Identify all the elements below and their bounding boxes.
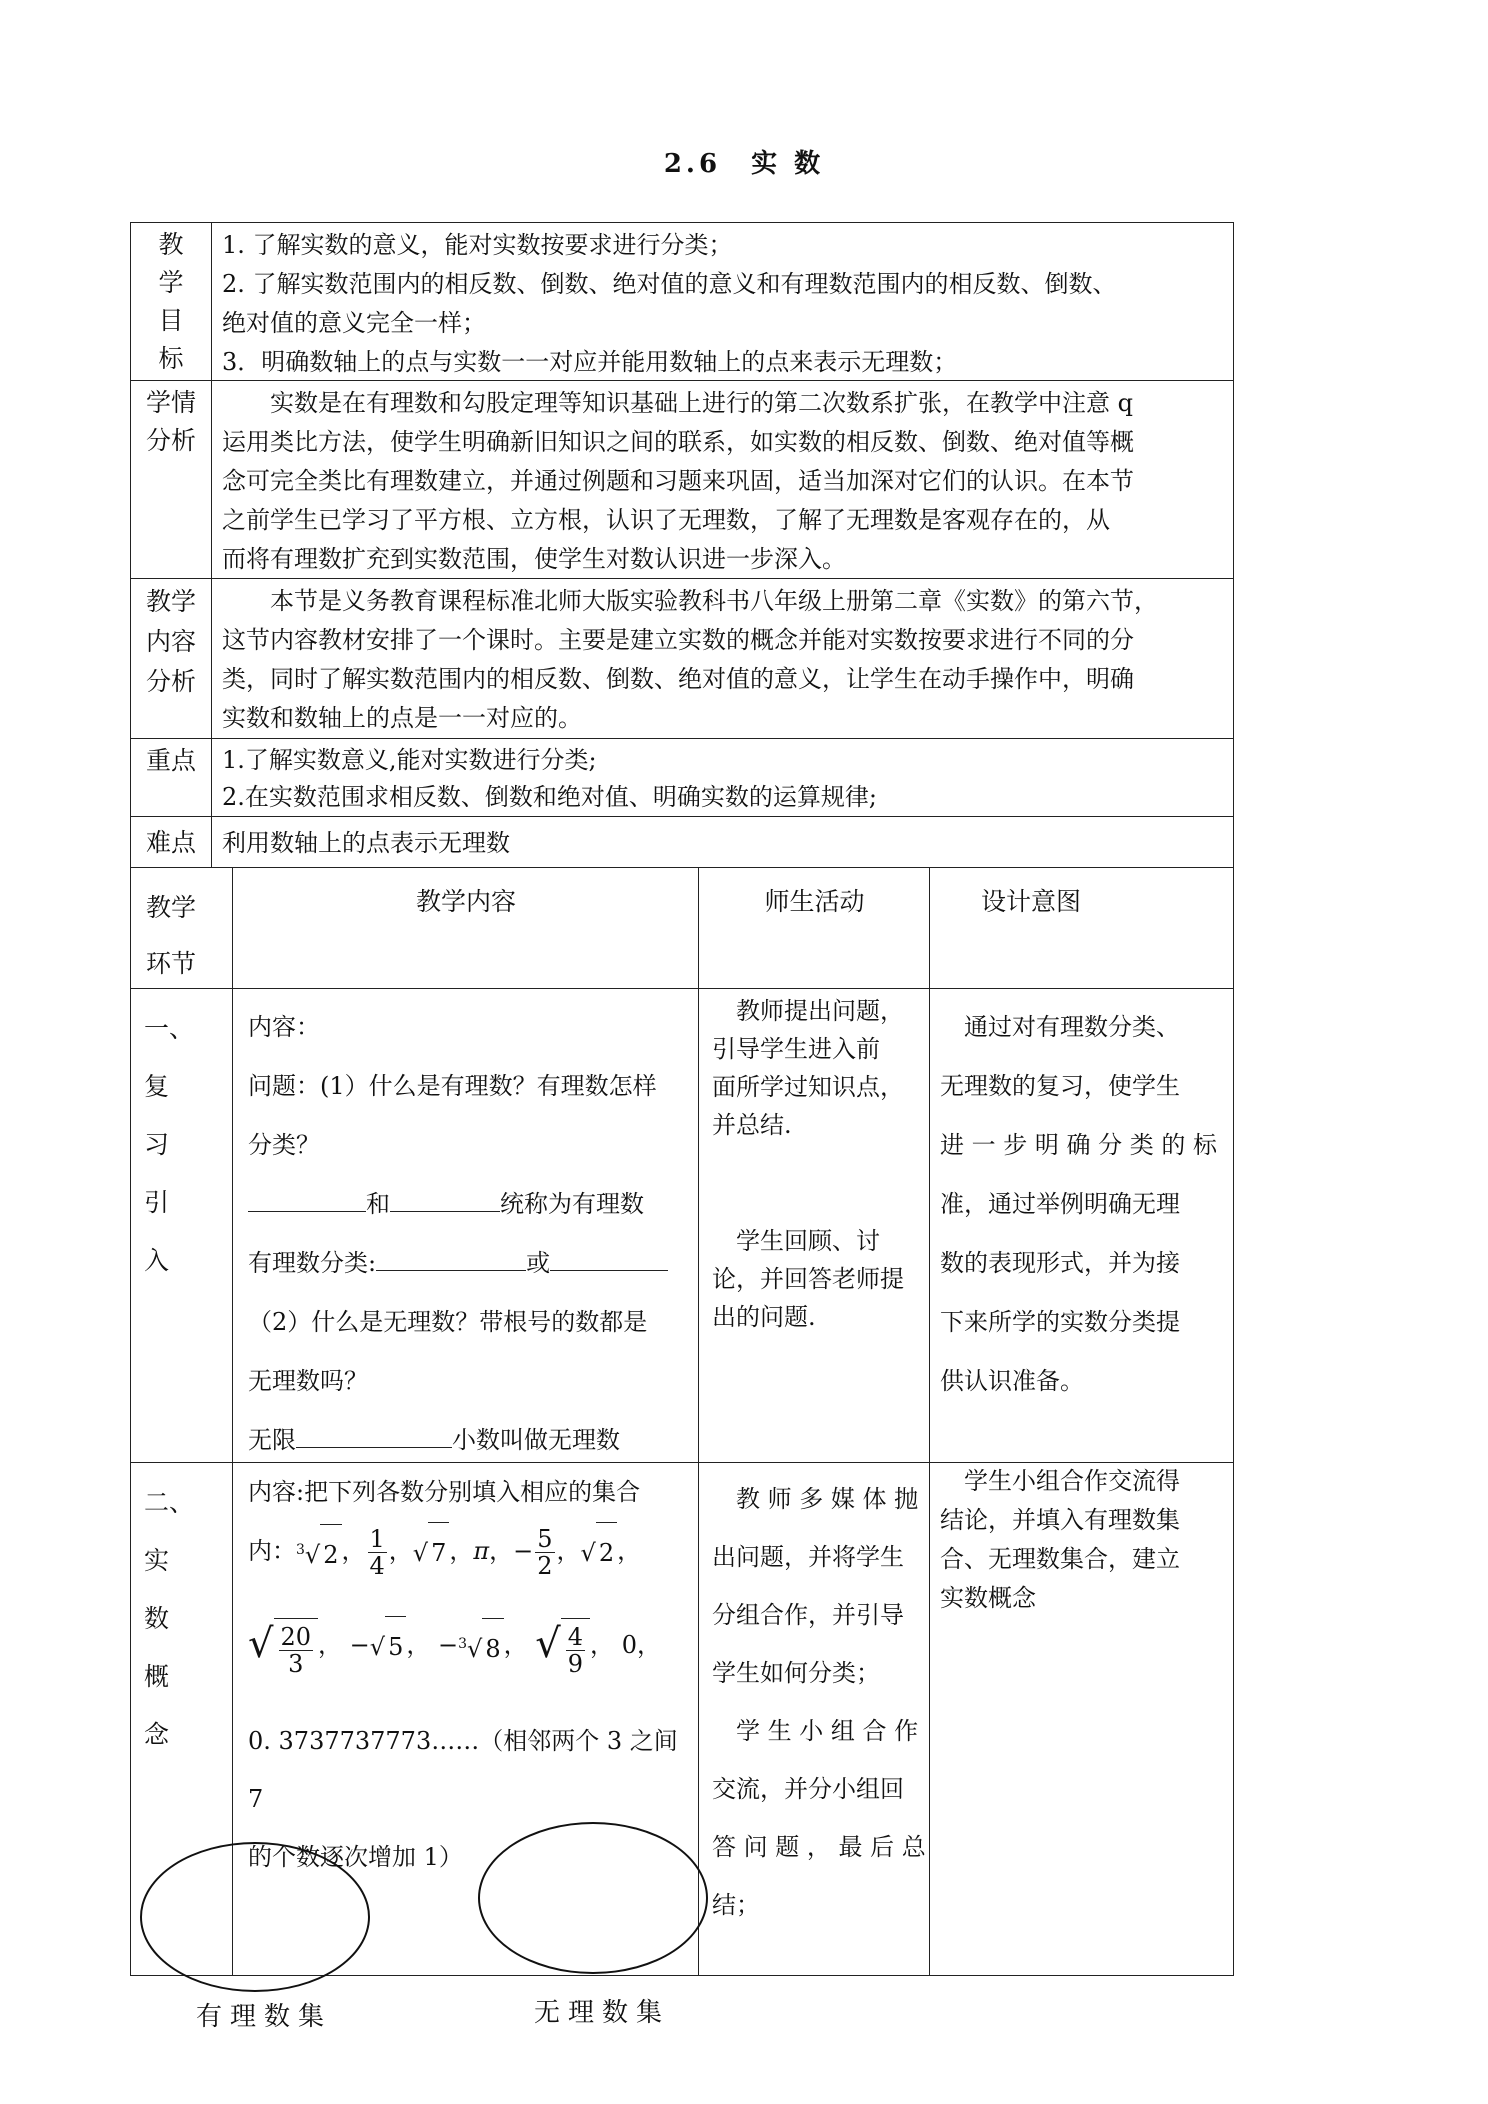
- section2-activity: 教 师 多 媒 体 抛 出问题，并将学生 分组合作，并引导 学生如何分类； 学 生 小 组 合 作 交流，并分小组回 答 问 题 ， 最 后 总 结；: [712, 1485, 926, 1919]
- irrational-set-ellipse: [478, 1822, 708, 1974]
- header-intent: 设计意图: [980, 887, 1081, 916]
- page-title: 2.6 实 数: [663, 149, 825, 179]
- difficult-points-text: 利用数轴上的点表示无理数: [222, 829, 510, 857]
- section1-activity: 教师提出问题， 引导学生进入前 面所学过知识点， 并总结. 学生回顾、讨 论，并回答老师提 出的问题.: [712, 997, 904, 1331]
- student-analysis-text: 实数是在有理数和勾股定理等知识基础上进行的第二次数系扩张，在教学中注意 q 运用类比方法，使学生明确新旧知识之间的联系，如实数的相反数、倒数、绝对值等概 念可完全类比有理数建立，并通过例题和习题来巩固，适当加深对它们的认识。在本节 之前学生已学习了平方根、立方根，认识了无理数，了解了无理数是客观存在的，从 而将有理数扩充到实数范围，使学生对数认识进一步深入。: [222, 389, 1134, 573]
- section1-content: 内容： 问题：(1）什么是有理数？有理数怎样 分类？ 和 统称为有理数 有理数分类: 或 （2）什么是无理数？带根号的数都是 无理数吗？ 无限 小数叫做无理数: [248, 998, 694, 1470]
- fill-line-2: 有理数分类: 或: [248, 1234, 694, 1293]
- difficult-points-label: 难点: [145, 828, 196, 857]
- goal-text: 1. 了解实数的意义，能对实数按要求进行分类； 2. 了解实数范围内的相反数、倒数、绝对值的意义和有理数范围内的相反数、倒数、 绝对值的意义完全一样； 3．明确数轴上的点与实数一一对应并能用数轴上的点来表示无理数；: [222, 231, 1117, 376]
- header-stage: 教学 环节: [146, 893, 197, 978]
- content-analysis-text: 本节是义务教育课程标准北师大版实验教科书八年级上册第二章《实数》的第六节， 这节内容教材安排了一个课时。主要是建立实数的概念并能对实数按要求进行不同的分 类，同时了解实数范围内的相反数、倒数、绝对值的意义，让学生在动手操作中，明确 实数和数轴上的点是一一对应的。: [222, 587, 1158, 732]
- irrational-set-caption: 无理数集: [534, 1998, 671, 2028]
- goal-label: 教 学 目 标: [158, 230, 184, 373]
- rational-set-caption: 有理数集: [196, 2002, 333, 2032]
- student-analysis-label: 学情 分析: [145, 388, 196, 455]
- header-activity: 师生活动: [764, 887, 865, 916]
- section2-intent: 学生小组合作交流得 结论，并填入有理数集 合、无理数集合，建立 实数概念: [940, 1467, 1180, 1612]
- content-analysis-label: 教学 内容 分析: [145, 587, 196, 696]
- section2-numbers-row1: 内：$^3$√ 2 ， $\frac{1}{4}$ ，√ 7 ，π，− $\frac{5}{2}$ ，√ 2 ，: [248, 1520, 694, 1585]
- fill-line-3: 无限 小数叫做无理数: [248, 1411, 694, 1470]
- fill-line-1: 和 统称为有理数: [248, 1175, 694, 1234]
- key-points-text: 1.了解实数意义,能对实数进行分类; 2.在实数范围求相反数、倒数和绝对值、明确实数的运算规律;: [222, 746, 877, 811]
- section2-label: 二、 实 数 概 念: [144, 1488, 195, 1749]
- section1-label: 一、 复 习 引 入: [144, 1014, 195, 1275]
- header-content: 教学内容: [415, 887, 516, 916]
- section2-line1: 内容:把下列各数分别填入相应的集合: [248, 1478, 641, 1506]
- section1-intent: 通过对有理数分类、 无理数的复习，使学生 进 一 步 明 确 分 类 的 标 准，通过举例明确无理 数的表现形式，并为接 下来所学的实数分类提 供认识准备。: [940, 1013, 1218, 1395]
- key-points-label: 重点: [145, 746, 196, 775]
- rational-set-ellipse: [140, 1842, 370, 1992]
- section2-numbers-row2: √ $\frac{20}{3}$ ， −√ 5 ， −$^3$√ 8 ， √ $\frac{4}{9}$ ， 0，: [248, 1614, 694, 1679]
- section2-line4: 0. 3737737773……（相邻两个 3 之间 7 的个数逐次增加 1）: [248, 1727, 678, 1871]
